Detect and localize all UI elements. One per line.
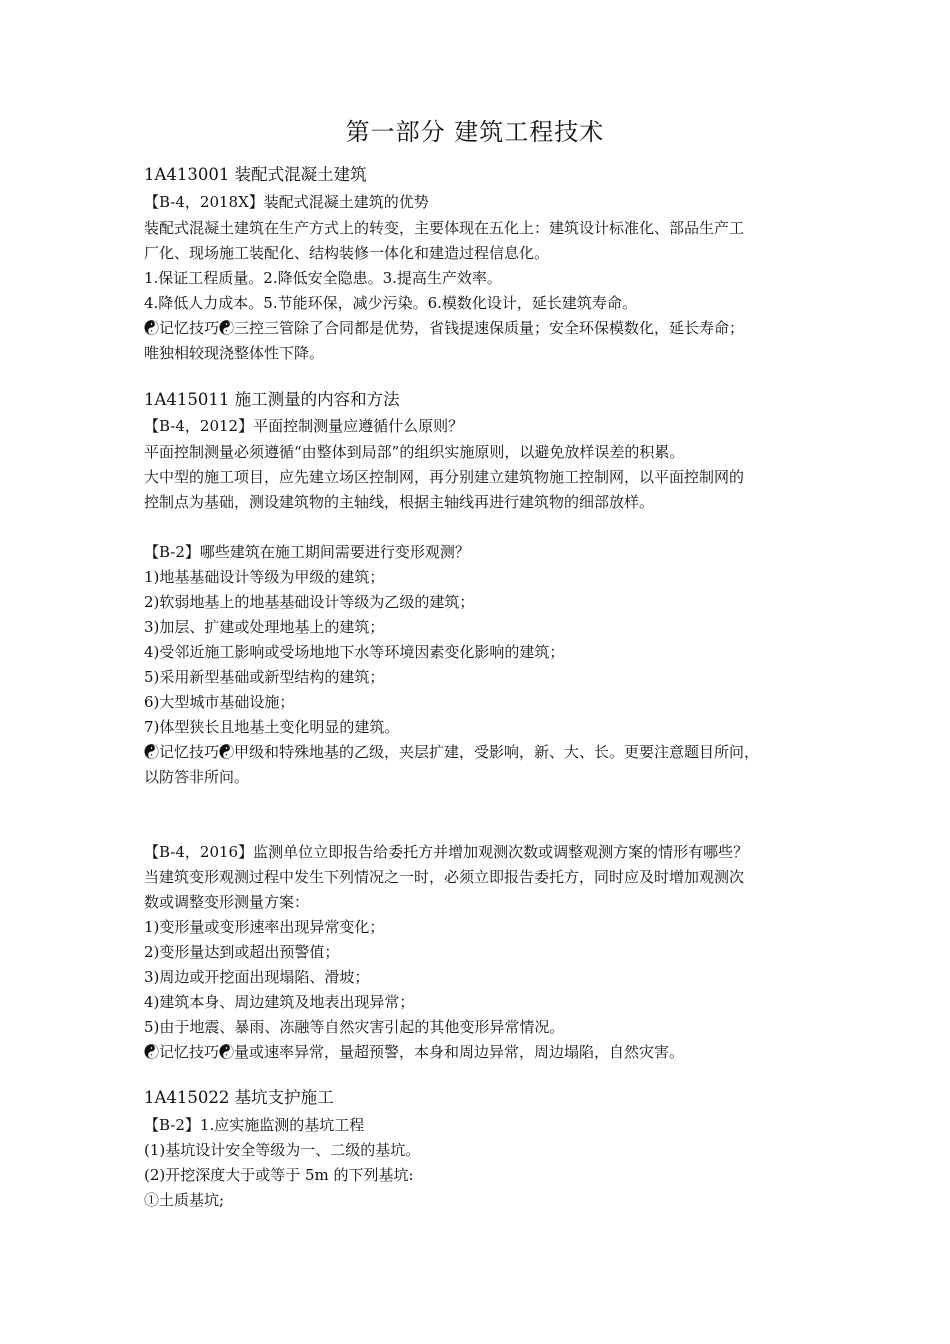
question-line: 【B-2】哪些建筑在施工期间需要进行变形观测？ [144, 543, 470, 561]
memory-tip-line: ☯记忆技巧☯甲级和特殊地基的乙级，夹层扩建，受影响，新、大、长。更要注意题目所问， [144, 743, 760, 761]
list-item: (1)基坑设计安全等级为一、二级的基坑。 [144, 1141, 421, 1159]
question-line: 【B-2】1.应实施监测的基坑工程 [144, 1116, 365, 1134]
memory-tip-line: ☯记忆技巧☯量或速率异常，量超预警，本身和周边异常，周边塌陷，自然灾害。 [144, 1043, 685, 1061]
question-line: 【B-4，2016】监测单位立即报告给委托方并增加观测次数或调整观测方案的情形有哪些？ [144, 843, 749, 861]
memory-tip-line: ☯记忆技巧☯三控三管除了合同都是优势，省钱提速保质量；安全环保模数化，延长寿命； [144, 319, 745, 337]
text-line: 平面控制测量必须遵循“由整体到局部”的组织实施原则，以避免放样误差的积累。 [144, 443, 685, 461]
list-item: ①土质基坑; [144, 1191, 225, 1209]
list-item: 2)软弱地基上的地基基础设计等级为乙级的建筑； [144, 593, 475, 611]
text-line: 装配式混凝土建筑在生产方式上的转变，主要体现在五化上：建筑设计标准化、部品生产工 [144, 219, 745, 237]
text-line: 数或调整变形测量方案： [144, 893, 310, 911]
list-item: 7)体型狭长且地基土变化明显的建筑。 [144, 718, 400, 736]
list-item: 6)大型城市基础设施； [144, 693, 295, 711]
question-line: 【B-4，2012】平面控制测量应遵循什么原则？ [144, 417, 464, 435]
section-heading: 1A415011 施工测量的内容和方法 [144, 390, 400, 409]
text-line: 大中型的施工项目，应先建立场区控制网，再分别建立建筑物施工控制网，以平面控制网的 [144, 468, 745, 486]
text-line: 厂化、现场施工装配化、结构装修一体化和建造过程信息化。 [144, 244, 550, 262]
text-line: 当建筑变形观测过程中发生下列情况之一时，必须立即报告委托方，同时应及时增加观测次 [144, 868, 745, 886]
text-line: 控制点为基础，测设建筑物的主轴线，根据主轴线再进行建筑物的细部放样。 [144, 493, 655, 511]
list-item: 5)采用新型基础或新型结构的建筑； [144, 668, 385, 686]
list-item: 3)加层、扩建或处理地基上的建筑； [144, 618, 385, 636]
question-line: 【B-4，2018X】装配式混凝土建筑的优势 [144, 193, 429, 211]
section-heading: 1A415022 基坑支护施工 [144, 1088, 334, 1107]
list-item: 1)变形量或变形速率出现异常变化； [144, 918, 385, 936]
text-line: 唯独相较现浇整体性下降。 [144, 344, 325, 362]
list-item: 1)地基基础设计等级为甲级的建筑； [144, 568, 385, 586]
list-item: 3)周边或开挖面出现塌陷、滑坡； [144, 968, 370, 986]
text-line: 1.保证工程质量。2.降低安全隐患。3.提高生产效率。 [144, 269, 502, 287]
list-item: 5)由于地震、暴雨、冻融等自然灾害引起的其他变形异常情况。 [144, 1018, 565, 1036]
section-heading: 1A413001 装配式混凝土建筑 [144, 165, 367, 184]
list-item: (2)开挖深度大于或等于 5m 的下列基坑: [144, 1166, 414, 1184]
list-item: 4)受邻近施工影响或受场地地下水等环境因素变化影响的建筑； [144, 643, 565, 661]
text-line: 4.降低人力成本。5.节能环保，减少污染。6.模数化设计，延长建筑寿命。 [144, 294, 637, 312]
text-line: 以防答非所问。 [144, 768, 250, 786]
list-item: 4)建筑本身、周边建筑及地表出现异常； [144, 993, 415, 1011]
list-item: 2)变形量达到或超出预警值； [144, 943, 340, 961]
page-title: 第一部分 建筑工程技术 [345, 118, 605, 146]
